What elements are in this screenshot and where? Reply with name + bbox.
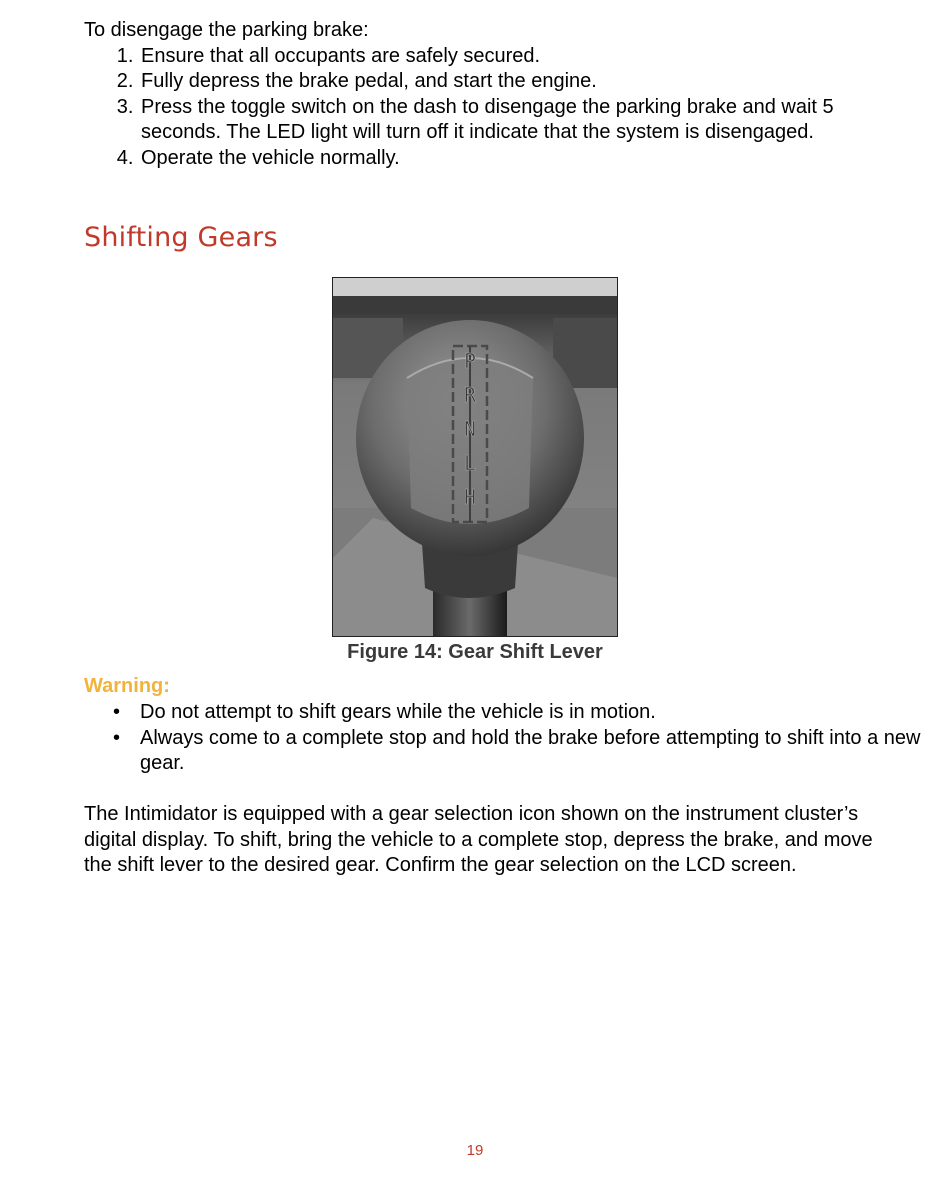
gear-letter-n: N [463, 417, 477, 441]
warning-label: Warning: [84, 675, 170, 697]
step-item: 1. Ensure that all occupants are safely secured. [139, 44, 884, 70]
figure-caption: Figure 14: Gear Shift Lever [347, 641, 603, 663]
section-title: Shifting Gears [84, 222, 278, 253]
step-item: 4. Operate the vehicle normally. [139, 146, 884, 172]
gear-letter-r: R [463, 383, 477, 407]
gear-letter-h: H [463, 485, 477, 509]
warning-item: • Do not attempt to shift gears while the vehicle is in motion. [140, 700, 930, 726]
warning-list [84, 700, 930, 777]
page-number: 19 [466, 1142, 484, 1159]
parking-brake-instructions [84, 18, 884, 171]
body-paragraph: The Intimidator is equipped with a gear selection icon shown on the instrument cluster’s digital display. To shift, bring the vehicle to a complete stop, depress the brake, and move the shift lever to the desired gear. Confirm the gear selection on the LCD screen. [84, 803, 873, 876]
gear-shift-knob-illustration [333, 278, 617, 636]
gear-shift-photo [332, 277, 618, 637]
steps-list [84, 44, 884, 172]
step-item: 2. Fully depress the brake pedal, and start the engine. [139, 69, 884, 95]
warning-item: • Always come to a complete stop and hold the brake before attempting to shift into a new gear. [140, 726, 930, 777]
gear-letter-l: L [463, 451, 477, 475]
instructions-heading: To disengage the parking brake: [84, 19, 369, 41]
gear-letter-p: P [463, 349, 477, 373]
step-item: 3. Press the toggle switch on the dash to disengage the parking brake and wait 5 seconds. The LED light will turn off it indicate that the system is disengaged. [139, 95, 884, 146]
